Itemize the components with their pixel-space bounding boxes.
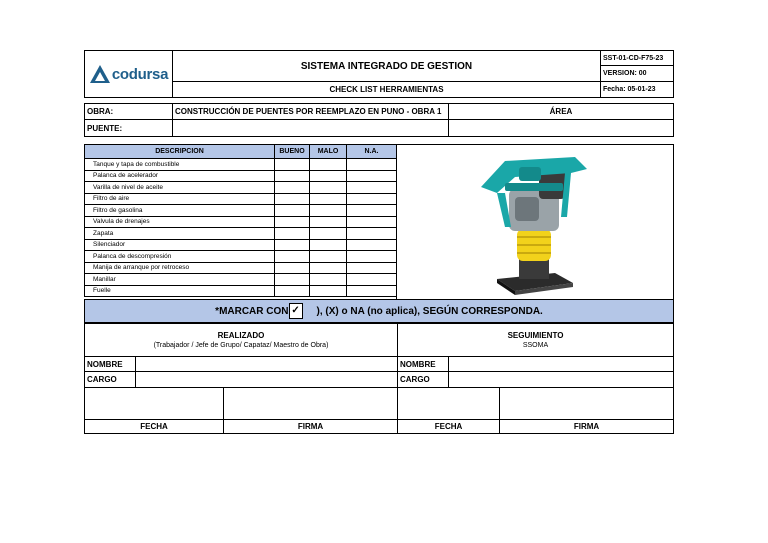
instruction-suffix: ), (X) o NA (no aplica), SEGÚN CORRESPONDA. [316, 305, 543, 317]
seguimiento-fecha-field[interactable] [397, 387, 500, 420]
puente-label: PUENTE: [84, 119, 173, 137]
realizado-title: REALIZADO [217, 331, 265, 340]
area-value[interactable] [448, 119, 674, 137]
realizado-subtitle: (Trabajador / Jefe de Grupo/ Capataz/ Maestro de Obra) [153, 342, 329, 349]
table-row-description: Filtro de aire [84, 193, 275, 206]
table-row-description: Valvula de drenajes [84, 216, 275, 229]
machine-image-cell [396, 144, 674, 300]
realizado-fecha-label: FECHA [84, 419, 224, 434]
instruction-bar [84, 299, 674, 323]
seguimiento-firma-field[interactable] [499, 387, 674, 420]
table-row-description: Palanca de descompresión [84, 250, 275, 263]
realizado-nombre-label: NOMBRE [84, 356, 136, 372]
table-row-description: Manillar [84, 273, 275, 286]
document-date: Fecha: 05-01-23 [600, 81, 674, 98]
realizado-nombre-field[interactable] [135, 356, 398, 372]
table-row-description: Tanque y tapa de combustible [84, 158, 275, 171]
table-row-description: Zapata [84, 227, 275, 240]
seguimiento-cargo-field[interactable] [448, 371, 674, 388]
table-header-na: N.A. [346, 144, 397, 159]
table-row-bueno-cell[interactable] [274, 285, 310, 298]
realizado-firma-label: FIRMA [223, 419, 398, 434]
company-logo-icon [89, 64, 111, 84]
seguimiento-cargo-label: CARGO [397, 371, 449, 388]
realizado-firma-field[interactable] [223, 387, 398, 420]
checklist-title: CHECK LIST HERRAMIENTAS [172, 81, 601, 98]
obra-value: CONSTRUCCIÓN DE PUENTES POR REEMPLAZO EN PUNO - OBRA 1 [172, 103, 449, 120]
puente-value[interactable] [172, 119, 449, 137]
document-code: SST-01-CD-F75-23 [600, 50, 674, 66]
table-row-na-cell[interactable] [346, 285, 397, 298]
table-row-description: Varilla de nivel de aceite [84, 181, 275, 194]
seguimiento-nombre-field[interactable] [448, 356, 674, 372]
table-header-bueno: BUENO [274, 144, 310, 159]
seguimiento-subtitle: SSOMA [522, 342, 549, 349]
table-header-malo: MALO [309, 144, 347, 159]
table-header-descripcion: DESCRIPCION [84, 144, 275, 159]
logo-cell [84, 50, 173, 98]
check-mark-box: ✓ [289, 303, 303, 319]
obra-label: OBRA: [84, 103, 173, 120]
realizado-cargo-label: CARGO [84, 371, 136, 388]
tamper-machine-icon [475, 147, 595, 297]
seguimiento-title: SEGUIMIENTO [507, 331, 564, 340]
seguimiento-nombre-label: NOMBRE [397, 356, 449, 372]
table-row-description: Filtro de gasolina [84, 204, 275, 217]
area-label: ÁREA [448, 103, 674, 120]
table-row-description: Manija de arranque por retroceso [84, 262, 275, 275]
seguimiento-firma-label: FIRMA [499, 419, 674, 434]
table-row-description: Palanca de acelerador [84, 170, 275, 183]
realizado-cargo-field[interactable] [135, 371, 398, 388]
table-row-malo-cell[interactable] [309, 285, 347, 298]
company-name: codursa [111, 65, 169, 83]
system-title: SISTEMA INTEGRADO DE GESTION [172, 50, 601, 82]
realizado-fecha-field[interactable] [84, 387, 224, 420]
realizado-header [84, 323, 398, 357]
instruction-prefix: *MARCAR CON [215, 305, 289, 317]
seguimiento-fecha-label: FECHA [397, 419, 500, 434]
seguimiento-header [397, 323, 674, 357]
document-version: VERSION: 00 [600, 65, 674, 82]
table-row-description: Fuelle [84, 285, 275, 298]
table-row-description: Silenciador [84, 239, 275, 252]
